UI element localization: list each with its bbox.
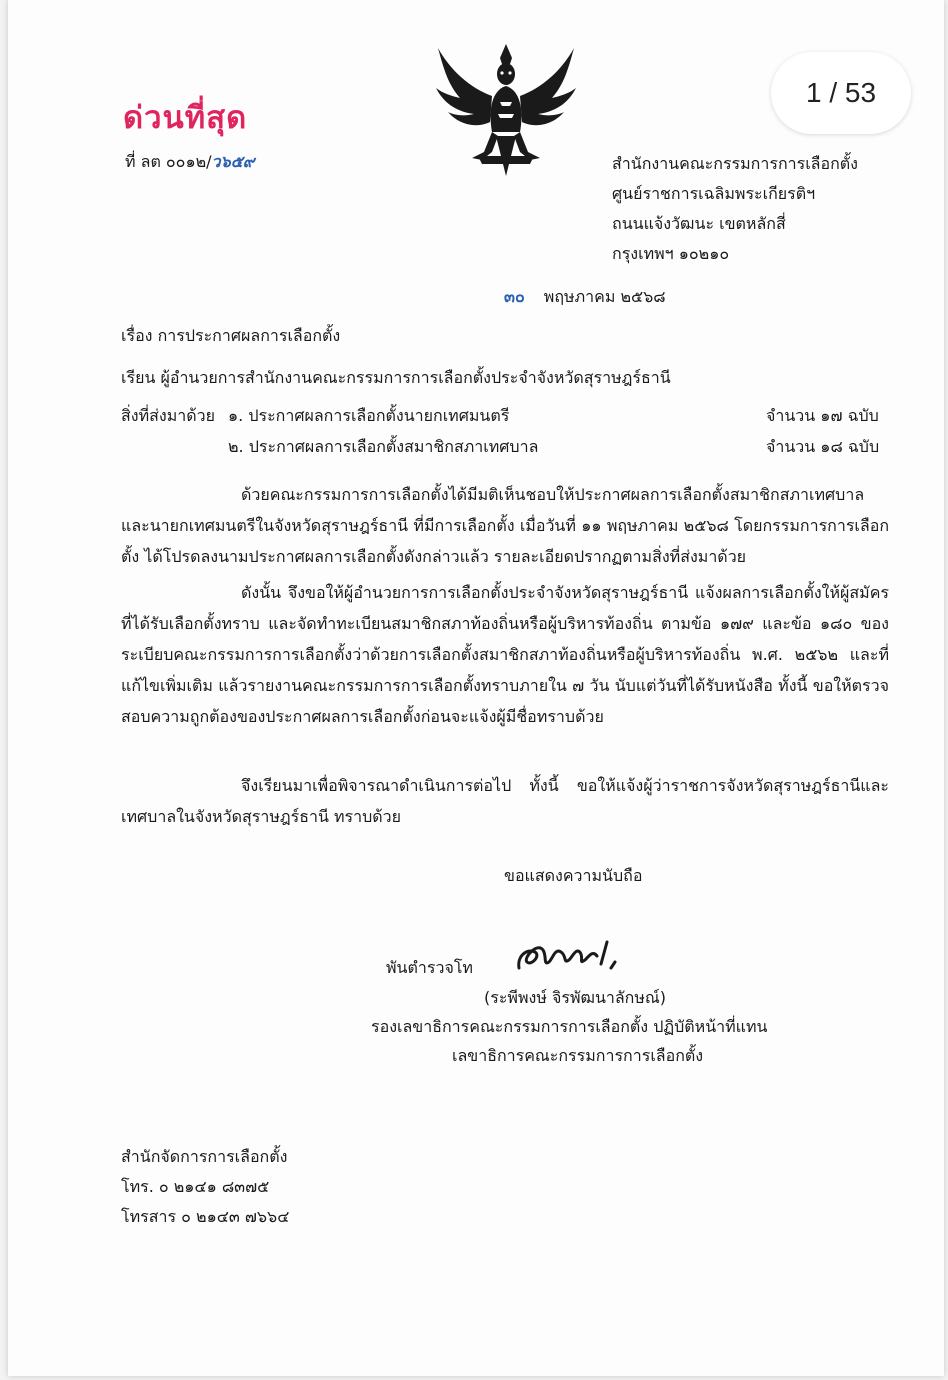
sender-address	[612, 154, 858, 264]
address-line: ศูนย์ราชการเฉลิมพระเกียรติฯ	[612, 184, 816, 203]
footer-office: สำนักจัดการการเลือกตั้ง	[121, 1147, 288, 1166]
body-paragraph: ดังนั้น จึงขอให้ผู้อำนวยการการเลือกตั้งประจำจังหวัดสุราษฎร์ธานี แจ้งผลการเลือกตั้งให้ผู้สมัครที่ได้รับเลือกตั้งทราบ และจัดทำทะเบียนสมาชิกสภาท้องถิ่นหรือผู้บริหารท้องถิ่น ตามข้อ ๑๗๙ และข้อ ๑๘๐ ของระเบียบคณะกรรมการการเลือกตั้งว่าด้วยการเลือกตั้งสมาชิกสภาท้องถิ่นหรือผู้บริหารท้องถิ่น พ.ศ. ๒๕๖๒ และที่แก้ไขเพิ่มเติม แล้วรายงานคณะกรรมการการเลือกตั้งทราบภายใน ๗ วัน นับแต่วันที่ได้รับหนังสือ ทั้งนี้ ขอให้ตรวจสอบความถูกต้องของประกาศผลการเลือกตั้งก่อนจะแจ้งผู้มีชื่อทราบด้วย	[121, 583, 889, 726]
enclosure-quantity: จำนวน ๑๘ ฉบับ	[766, 437, 880, 456]
reference-number	[125, 152, 255, 172]
signature-icon	[513, 928, 623, 978]
footer-fax: โทรสาร ๐ ๒๑๔๓ ๗๖๖๔	[121, 1207, 290, 1226]
signer-position: รองเลขาธิการคณะกรรมการการเลือกตั้ง ปฏิบัติหน้าที่แทน	[371, 1017, 768, 1036]
footer-telephone: โทร. ๐ ๒๑๔๑ ๘๓๗๕	[121, 1177, 270, 1196]
enclosure-item: ๑. ประกาศผลการเลือกตั้งนายกเทศมนตรี	[228, 406, 510, 425]
subject-line: เรื่อง การประกาศผลการเลือกตั้ง	[121, 326, 341, 345]
urgency-label: ด่วนที่สุด	[123, 100, 248, 136]
signer-name: (ระพีพงษ์ จิรพัฒนาลักษณ์)	[484, 988, 666, 1007]
closing-line: ขอแสดงความนับถือ	[504, 866, 643, 885]
document-date	[504, 287, 666, 307]
body-paragraph: ด้วยคณะกรรมการการเลือกตั้งได้มีมติเห็นชอบให้ประกาศผลการเลือกตั้งสมาชิกสภาเทศบาลและนายกเทศมนตรีในจังหวัดสุราษฎร์ธานี ที่มีการเลือกตั้ง เมื่อวันที่ ๑๑ พฤษภาคม ๒๕๖๘ โดยกรรมการการเลือกตั้ง ได้โปรดลงนามประกาศผลการเลือกตั้งดังกล่าวแล้ว รายละเอียดปรากฏตามสิ่งที่ส่งมาด้วย	[121, 485, 889, 566]
page-counter[interactable]: 1 / 53	[771, 52, 911, 134]
reference-handwritten: ว๖๕๙	[211, 152, 255, 171]
address-line: กรุงเทพฯ ๑๐๒๑๐	[612, 244, 730, 263]
body-paragraph: จึงเรียนมาเพื่อพิจารณาดำเนินการต่อไป ทั้งนี้ ขอให้แจ้งผู้ว่าราชการจังหวัดสุราษฎร์ธานีและเทศบาลในจังหวัดสุราษฎร์ธานี ทราบด้วย	[121, 776, 889, 826]
address-line: สำนักงานคณะกรรมการการเลือกตั้ง	[612, 154, 858, 173]
date-day: ๓๐	[504, 287, 525, 306]
enclosures-label: สิ่งที่ส่งมาด้วย	[121, 406, 215, 425]
enclosure-quantity: จำนวน ๑๗ ฉบับ	[766, 406, 879, 425]
signer-rank: พันตำรวจโท	[386, 958, 473, 977]
reference-label: ที่ ลต ๐๐๑๒/	[125, 152, 212, 171]
signer-position: เลขาธิการคณะกรรมการการเลือกตั้ง	[452, 1046, 704, 1065]
enclosure-item: ๒. ประกาศผลการเลือกตั้งสมาชิกสภาเทศบาล	[228, 437, 539, 456]
address-line: ถนนแจ้งวัฒนะ เขตหลักสี่	[612, 214, 786, 233]
document-page	[8, 0, 944, 1376]
date-month-year: พฤษภาคม ๒๕๖๘	[543, 287, 666, 306]
garuda-emblem-icon	[426, 40, 586, 180]
recipient-line: เรียน ผู้อำนวยการสำนักงานคณะกรรมการการเลือกตั้งประจำจังหวัดสุราษฎร์ธานี	[121, 368, 671, 387]
